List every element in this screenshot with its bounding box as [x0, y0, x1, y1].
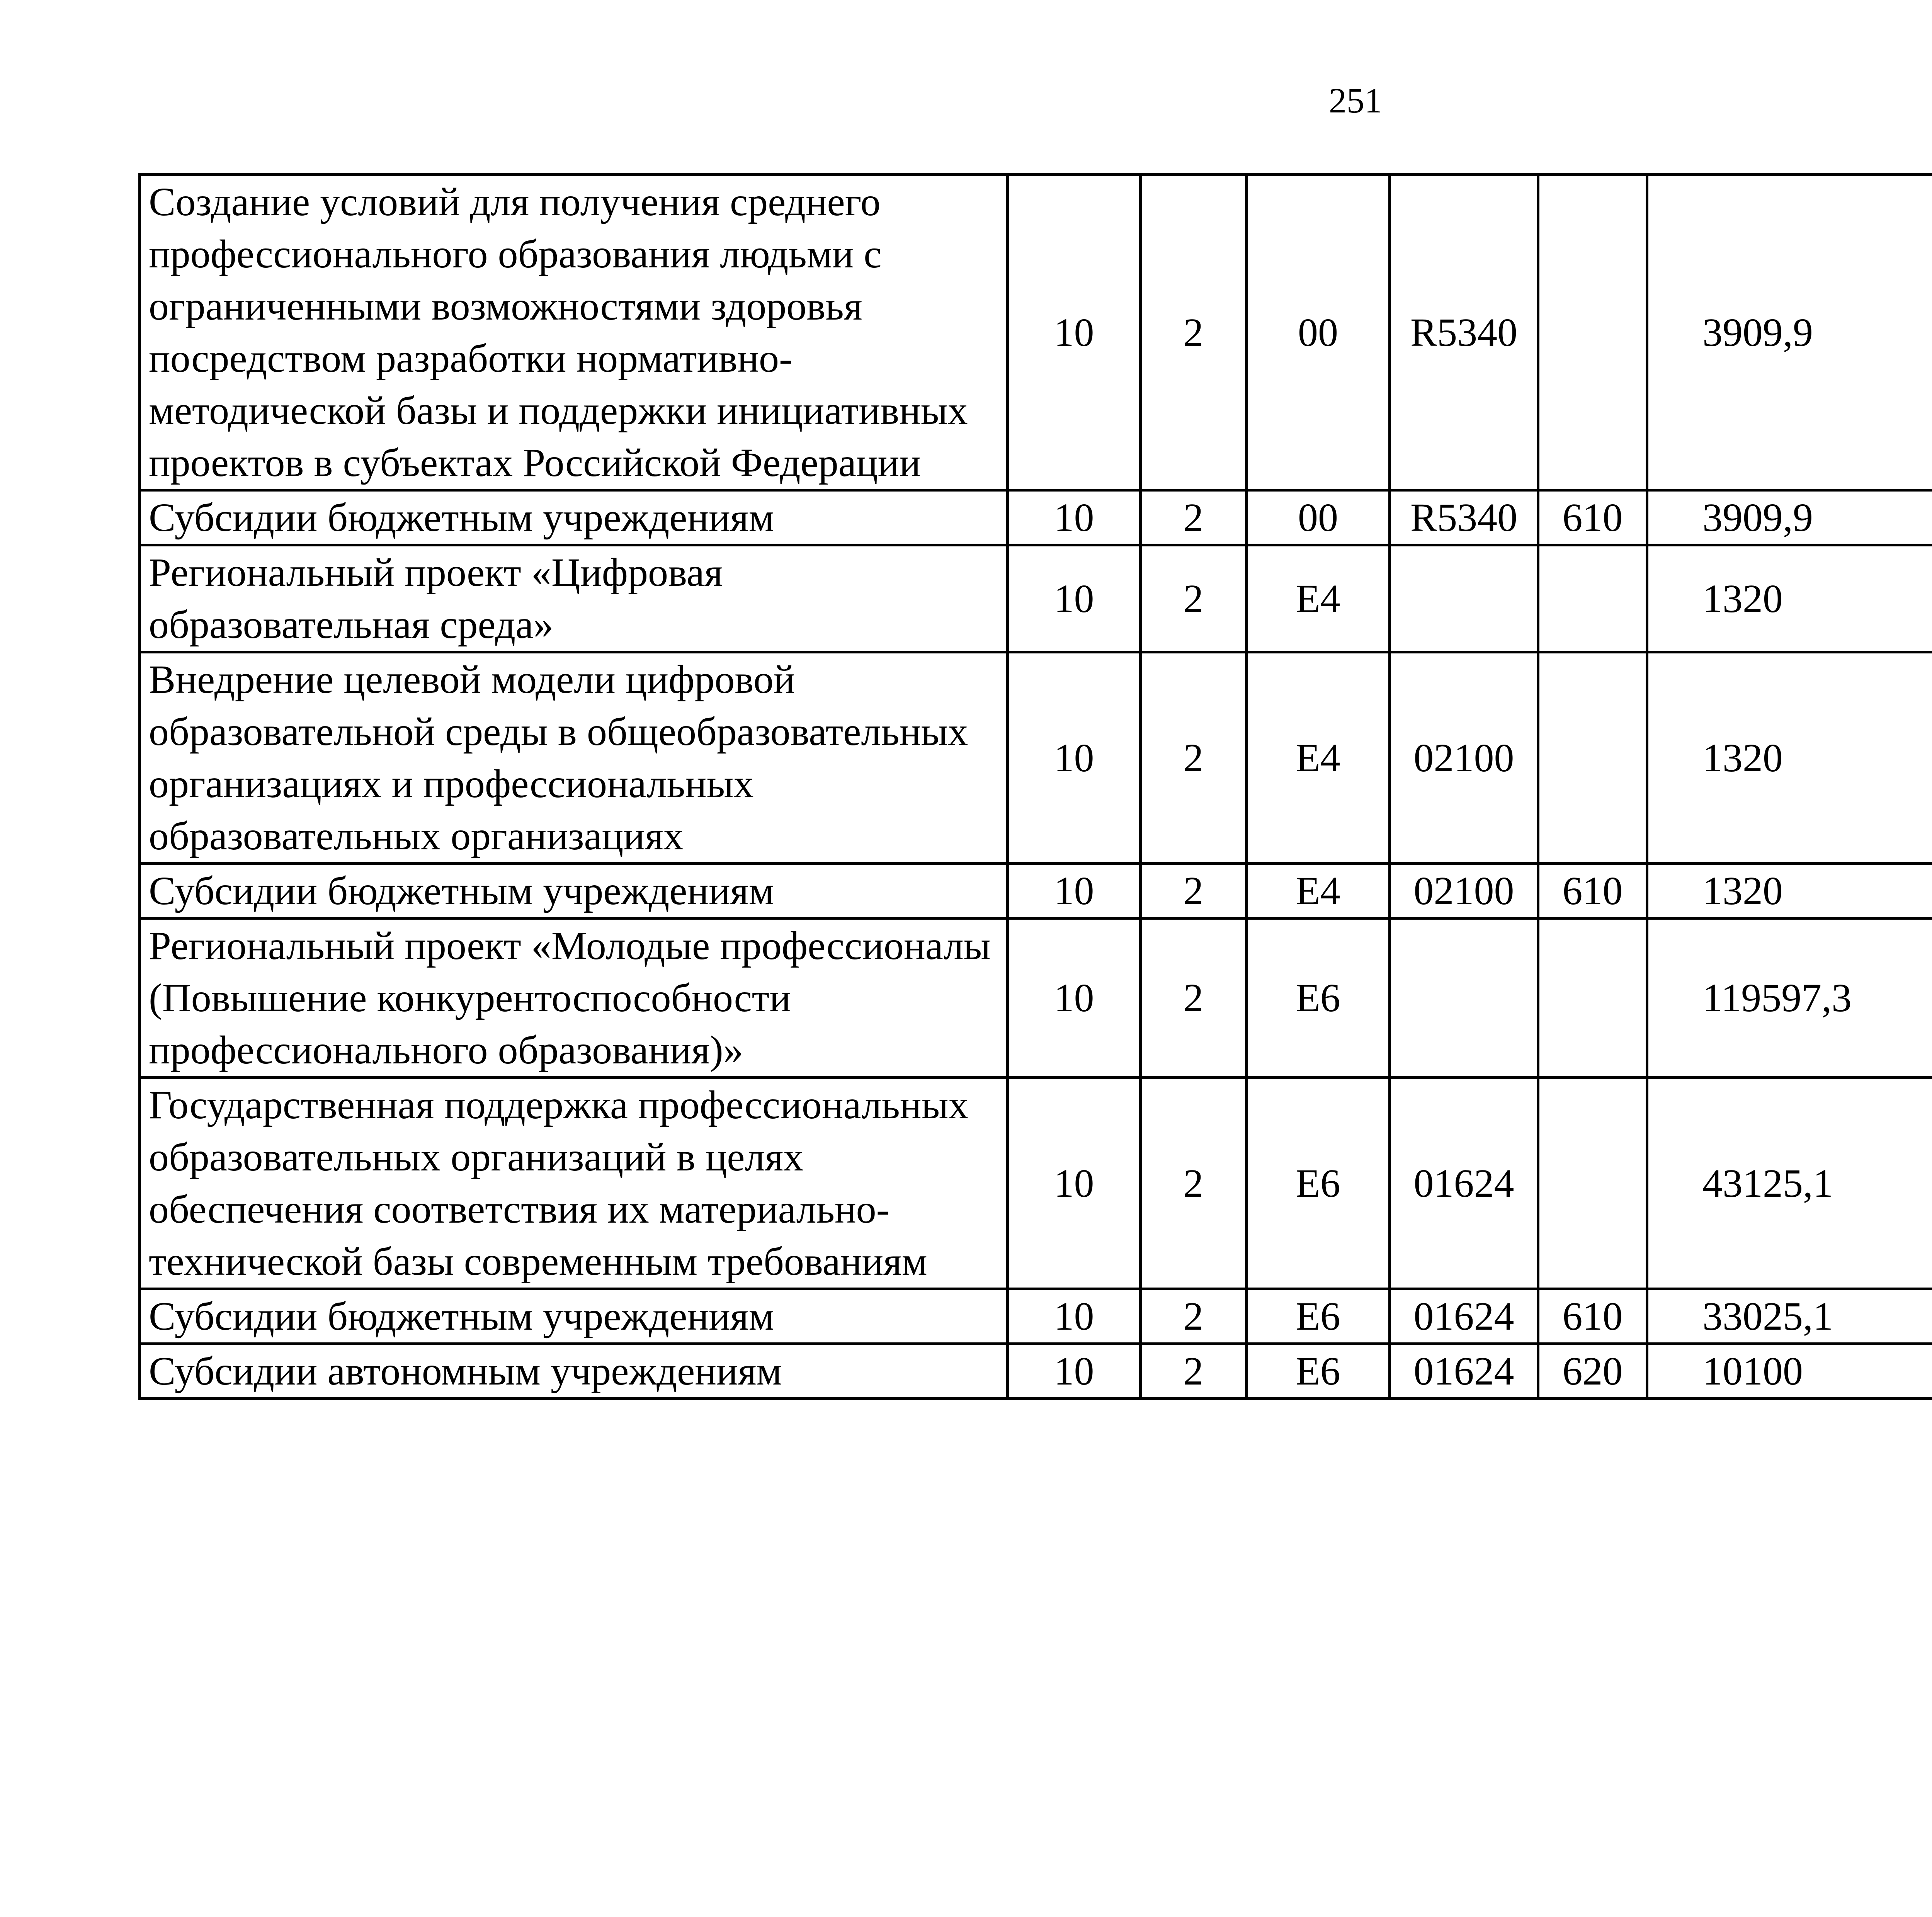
row-name-cell: Региональный проект «Цифровая образовательная среда»: [140, 545, 1008, 652]
target-article-cell: R5340: [1390, 175, 1538, 490]
subsection-code-cell: 2: [1141, 545, 1247, 652]
expense-type-cell: 610: [1538, 490, 1647, 545]
program-code-cell: E6: [1247, 919, 1390, 1078]
amount-cell: 1320: [1647, 652, 1932, 864]
amount-cell: 119597,3: [1647, 919, 1932, 1078]
program-code-cell: 00: [1247, 175, 1390, 490]
row-name-cell: Государственная поддержка профессиональных образовательных организаций в целях обеспечения соответствия их материально-технической базы современным требованиям: [140, 1078, 1008, 1289]
amount-cell: 33025,1: [1647, 1289, 1932, 1344]
program-code-cell: E6: [1247, 1289, 1390, 1344]
expense-type-cell: [1538, 652, 1647, 864]
table-row: [140, 1289, 1932, 1344]
expense-type-cell: 610: [1538, 864, 1647, 919]
target-article-cell: [1390, 919, 1538, 1078]
table-row: [140, 175, 1932, 490]
amount-cell: 10100: [1647, 1344, 1932, 1399]
target-article-cell: 02100: [1390, 652, 1538, 864]
section-code-cell: 10: [1008, 175, 1141, 490]
row-name-cell: Субсидии бюджетным учреждениям: [140, 864, 1008, 919]
subsection-code-cell: 2: [1141, 652, 1247, 864]
table-row: [140, 545, 1932, 652]
amount-cell: 43125,1: [1647, 1078, 1932, 1289]
row-name-cell: Субсидии бюджетным учреждениям: [140, 490, 1008, 545]
row-name-cell: Субсидии автономным учреждениям: [140, 1344, 1008, 1399]
table-row: [140, 652, 1932, 864]
section-code-cell: 10: [1008, 1344, 1141, 1399]
program-code-cell: E6: [1247, 1344, 1390, 1399]
expense-type-cell: [1538, 175, 1647, 490]
target-article-cell: R5340: [1390, 490, 1538, 545]
subsection-code-cell: 2: [1141, 1344, 1247, 1399]
amount-cell: 1320: [1647, 545, 1932, 652]
section-code-cell: 10: [1008, 919, 1141, 1078]
subsection-code-cell: 2: [1141, 864, 1247, 919]
expense-type-cell: [1538, 919, 1647, 1078]
section-code-cell: 10: [1008, 1078, 1141, 1289]
program-code-cell: 00: [1247, 490, 1390, 545]
program-code-cell: E4: [1247, 545, 1390, 652]
amount-cell: 1320: [1647, 864, 1932, 919]
budget-table: [138, 173, 1932, 1400]
subsection-code-cell: 2: [1141, 1289, 1247, 1344]
expense-type-cell: [1538, 545, 1647, 652]
table-row: [140, 919, 1932, 1078]
row-name-cell: Внедрение целевой модели цифровой образовательной среды в общеобразовательных организациях и профессиональных образовательных организациях: [140, 652, 1008, 864]
subsection-code-cell: 2: [1141, 1078, 1247, 1289]
subsection-code-cell: 2: [1141, 490, 1247, 545]
section-code-cell: 10: [1008, 1289, 1141, 1344]
table-row: [140, 1078, 1932, 1289]
target-article-cell: 01624: [1390, 1289, 1538, 1344]
section-code-cell: 10: [1008, 545, 1141, 652]
row-name-cell: Региональный проект «Молодые профессионалы (Повышение конкурентоспособности профессионального образования)»: [140, 919, 1008, 1078]
expense-type-cell: 610: [1538, 1289, 1647, 1344]
target-article-cell: 02100: [1390, 864, 1538, 919]
expense-type-cell: [1538, 1078, 1647, 1289]
subsection-code-cell: 2: [1141, 919, 1247, 1078]
table-row: [140, 864, 1932, 919]
program-code-cell: E4: [1247, 864, 1390, 919]
expense-type-cell: 620: [1538, 1344, 1647, 1399]
program-code-cell: E6: [1247, 1078, 1390, 1289]
table-body: [140, 175, 1932, 1399]
section-code-cell: 10: [1008, 864, 1141, 919]
target-article-cell: [1390, 545, 1538, 652]
amount-cell: 3909,9: [1647, 175, 1932, 490]
amount-cell: 3909,9: [1647, 490, 1932, 545]
row-name-cell: Создание условий для получения среднего профессионального образования людьми с ограниченными возможностями здоровья посредством разработки нормативно-методической базы и поддержки инициативных проектов в субъектах Российской Федерации: [140, 175, 1008, 490]
section-code-cell: 10: [1008, 652, 1141, 864]
section-code-cell: 10: [1008, 490, 1141, 545]
program-code-cell: E4: [1247, 652, 1390, 864]
subsection-code-cell: 2: [1141, 175, 1247, 490]
table-row: [140, 1344, 1932, 1399]
target-article-cell: 01624: [1390, 1078, 1538, 1289]
target-article-cell: 01624: [1390, 1344, 1538, 1399]
table-row: [140, 490, 1932, 545]
row-name-cell: Субсидии бюджетным учреждениям: [140, 1289, 1008, 1344]
page-number: 251: [1329, 81, 1382, 120]
